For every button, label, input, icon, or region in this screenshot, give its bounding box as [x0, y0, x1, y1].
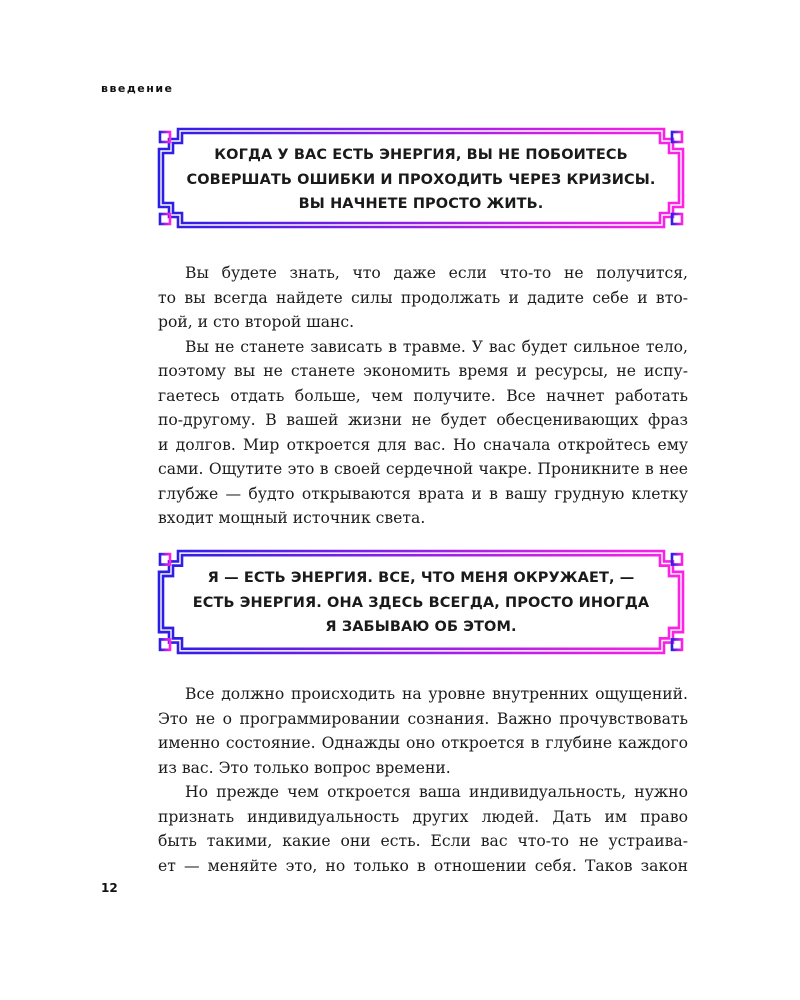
- text-line: и долгов. Мир откроется для вас. Но сначала откройтесь ему: [158, 435, 688, 454]
- text-line: по-другому. В вашей жизни не будет обесценивающих фраз: [158, 411, 688, 429]
- quote-line: Я — ЕСТЬ ЭНЕРГИЯ. ВСЕ, ЧТО МЕНЯ ОКРУЖАЕТ, —: [207, 570, 635, 586]
- text-line: быть такими, какие они есть. Если вас что-то не устраива-: [158, 832, 688, 850]
- quote-text-2: [156, 566, 686, 640]
- text-line: Вы не станете зависать в травме. У вас будет сильное тело,: [185, 337, 688, 356]
- quote-box-2: [156, 550, 686, 654]
- text-line: то вы всегда найдете силы продолжать и дадите себе и вто-: [158, 288, 688, 307]
- text-line: глубже — будто открываются врата и в вашу грудную клетку: [158, 484, 688, 503]
- text-line: рой, и сто второй шанс.: [158, 313, 355, 331]
- text-line: поэтому вы не станете экономить время и ресурсы, не испу-: [158, 362, 688, 380]
- quote-line: СОВЕРШАТЬ ОШИБКИ И ПРОХОДИТЬ ЧЕРЕЗ КРИЗИСЫ.: [186, 171, 656, 188]
- quote-line: Я ЗАБЫВАЮ ОБ ЭТОМ.: [325, 619, 517, 635]
- text-line: входит мощный источник света.: [158, 509, 426, 527]
- quote-box-1: [156, 128, 686, 228]
- text-line: из вас. Это только вопрос времени.: [158, 758, 451, 777]
- running-head: введение: [101, 82, 174, 95]
- body-text-2: [158, 682, 688, 878]
- text-line: гаетесь отдать больше, чем получите. Все начнет работать: [158, 386, 688, 405]
- text-line: признать индивидуальность других людей. Дать им право: [158, 807, 688, 826]
- text-line: Вы будете знать, что даже если что-то не получится,: [185, 264, 688, 282]
- text-line: сами. Ощутите это в своей сердечной чакре. Проникните в нее: [158, 460, 688, 478]
- quote-line: КОГДА У ВАС ЕСТЬ ЭНЕРГИЯ, ВЫ НЕ ПОБОИТЕСЬ: [214, 147, 628, 163]
- quote-text-1: [156, 143, 686, 217]
- text-line: Но прежде чем откроется ваша индивидуальность, нужно: [185, 783, 688, 801]
- text-line: Это не о программировании сознания. Важно прочувствовать: [158, 709, 688, 728]
- text-line: Все должно происходить на уровне внутренних ощущений.: [185, 685, 688, 703]
- quote-line: ВЫ НАЧНЕТЕ ПРОСТО ЖИТЬ.: [298, 196, 544, 212]
- body-text-1: [158, 261, 688, 531]
- text-line: именно состояние. Однажды оно откроется в глубине каждого: [158, 734, 688, 752]
- quote-line: ЕСТЬ ЭНЕРГИЯ. ОНА ЗДЕСЬ ВСЕГДА, ПРОСТО ИНОГДА: [192, 594, 650, 611]
- text-line: ет — меняйте это, но только в отношении себя. Таков закон: [158, 856, 688, 875]
- page-number: 12: [101, 881, 118, 895]
